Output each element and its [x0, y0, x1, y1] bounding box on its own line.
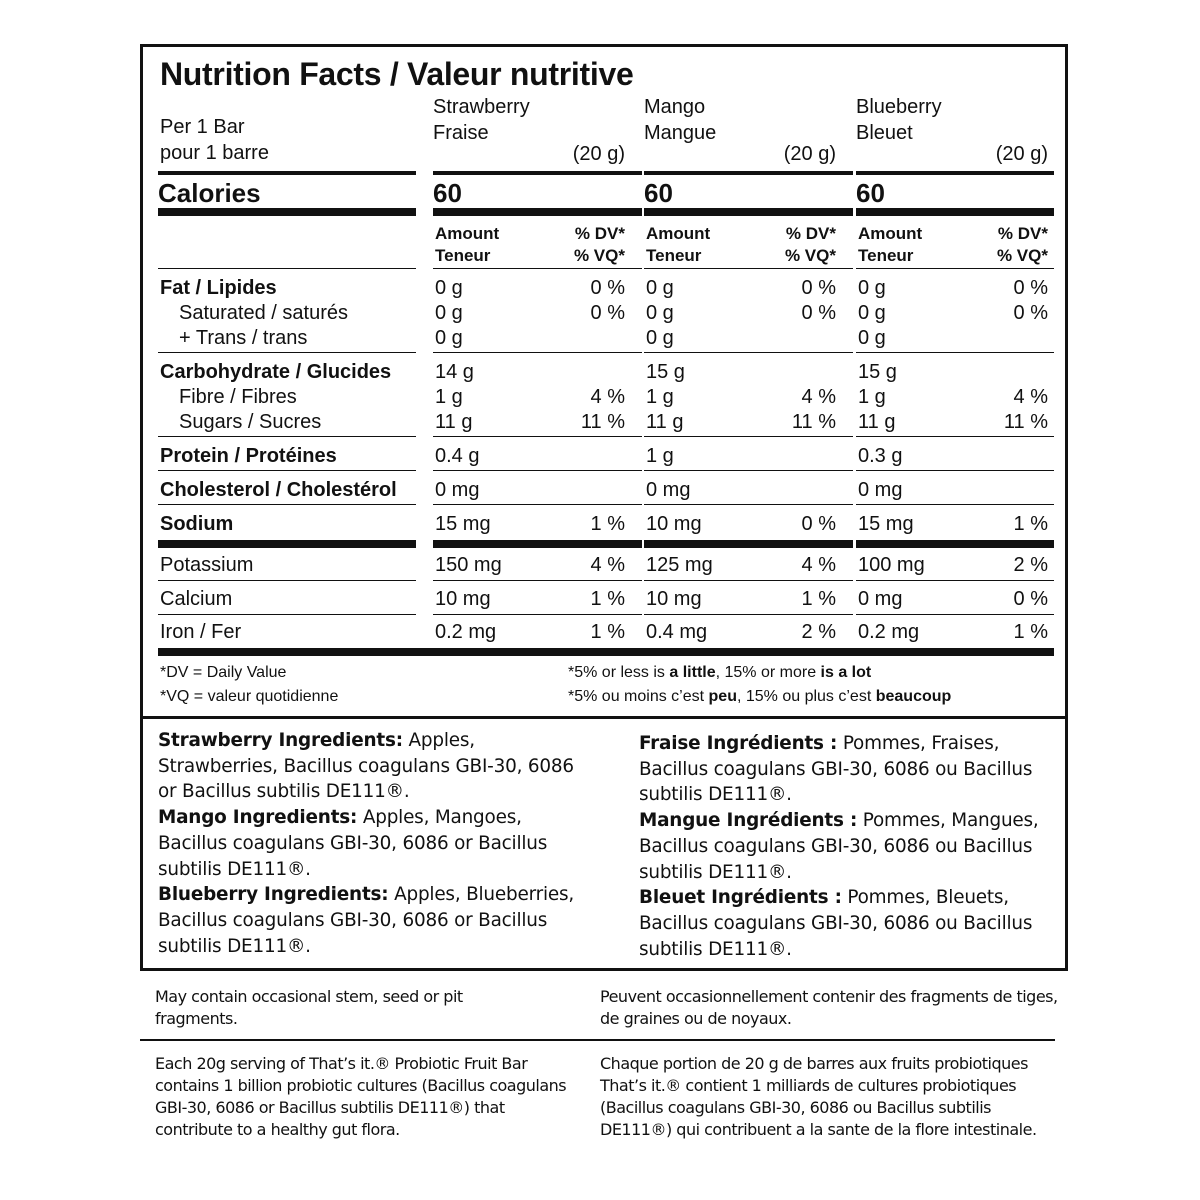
- label-rule-calories-top: [158, 171, 416, 175]
- mango-sugars-dv: 11 %: [791, 411, 836, 433]
- blueberry-sodium-amount: 15 mg: [858, 513, 914, 535]
- mango-rule-5: [644, 470, 853, 471]
- mango-amount-heading: Amount: [646, 224, 711, 243]
- mango-rule-4: [644, 436, 853, 437]
- mango-carb-amount: 15 g: [646, 361, 685, 383]
- mango-name-en: Mango: [644, 96, 706, 118]
- mango-potassium-dv: 4 %: [801, 554, 836, 576]
- blueberry-cholesterol-amount: 0 mg: [858, 479, 903, 501]
- label-rule-carb: [158, 436, 416, 437]
- serving-line-en: Per 1 Bar: [160, 116, 245, 138]
- mango-calcium-dv: 1 %: [801, 588, 836, 610]
- strawberry-fat-amount: 0 g: [435, 277, 463, 299]
- mango-saturated-dv: 0 %: [801, 302, 836, 324]
- strawberry-rule-0: [433, 171, 642, 175]
- notice-fr: Peuvent occasionnellement contenir des fragments de tiges, de graines ou de noyaux.: [600, 987, 1058, 1028]
- calories-label: Calories: [158, 178, 261, 208]
- blueberry-rule-9: [856, 614, 1054, 615]
- footnote-vq: *VQ = valeur quotidienne: [160, 688, 339, 705]
- ingredient-strawberry: Strawberry Ingredients: Apples, Strawberries, Bacillus coagulans GBI-30, 6086 or Bacillus subtilis DE111®.: [158, 730, 574, 803]
- strawberry-sugars-dv: 11 %: [580, 411, 625, 433]
- strawberry-iron-amount: 0.2 mg: [435, 621, 497, 643]
- strawberry-rule-8: [433, 580, 642, 581]
- footnote-scale-en: *5% or less is a little, 15% or more is a lot: [568, 664, 872, 681]
- blueberry-rule-5: [856, 470, 1054, 471]
- label-rule-cholesterol: [158, 504, 416, 505]
- blueberry-name-fr: Bleuet: [856, 122, 913, 144]
- strawberry-calcium-amount: 10 mg: [435, 588, 491, 610]
- strawberry-rule-1: [433, 208, 642, 216]
- mango-serving-size: (20 g): [783, 143, 836, 165]
- blueberry-rule-0: [856, 171, 1054, 175]
- ingredient-mangue: Mangue Ingrédients : Pommes, Mangues, Bacillus coagulans GBI-30, 6086 ou Bacillus subtilis DE111®.: [639, 810, 1039, 883]
- mango-rule-8: [644, 580, 853, 581]
- blueberry-sugars-dv: 11 %: [1003, 411, 1048, 433]
- blueberry-rule-8: [856, 580, 1054, 581]
- strawberry-fibre-amount: 1 g: [435, 386, 463, 408]
- blueberry-rule-2: [856, 268, 1054, 269]
- mango-iron-dv: 2 %: [801, 621, 836, 643]
- notice-en: May contain occasional stem, seed or pit fragments.: [155, 987, 463, 1028]
- mango-fat-amount: 0 g: [646, 277, 674, 299]
- strawberry-teneur-heading: Teneur: [435, 246, 491, 265]
- strawberry-rule-2: [433, 268, 642, 269]
- mango-rule-2: [644, 268, 853, 269]
- mango-vq-heading: % VQ*: [784, 246, 836, 265]
- trans-label: + Trans / trans: [179, 327, 308, 349]
- blueberry-calories: 60: [856, 178, 885, 208]
- label-rule-potassium: [158, 580, 416, 581]
- label-rule-header: [158, 268, 416, 269]
- mango-fibre-amount: 1 g: [646, 386, 674, 408]
- strawberry-rule-7: [433, 540, 642, 548]
- ingredients-fr: [639, 731, 1057, 962]
- blueberry-teneur-heading: Teneur: [858, 246, 914, 265]
- mango-rule-6: [644, 504, 853, 505]
- mango-rule-3: [644, 352, 853, 353]
- strawberry-name-en: Strawberry: [433, 96, 530, 118]
- protein-label: Protein / Protéines: [160, 445, 337, 467]
- saturated-label: Saturated / saturés: [179, 302, 348, 324]
- blueberry-fat-dv: 0 %: [1013, 277, 1048, 299]
- label-rule-fat: [158, 352, 416, 353]
- blueberry-fat-amount: 0 g: [858, 277, 886, 299]
- probiotic-en: Each 20g serving of That’s it.® Probiotic Fruit Bar contains 1 billion probiotic cultures (Bacillus coagulans GBI-30, 6086 or Bacillus subtilis DE111®) that contribute to a healthy gut flora.: [155, 1054, 567, 1139]
- ingredient-blueberry: Blueberry Ingredients: Apples, Blueberries, Bacillus coagulans GBI-30, 6086 or Bacillus subtilis DE111®.: [158, 884, 575, 957]
- strawberry-rule-3: [433, 352, 642, 353]
- strawberry-calories: 60: [433, 178, 462, 208]
- strawberry-sugars-amount: 11 g: [435, 411, 473, 433]
- blueberry-sugars-amount: 11 g: [858, 411, 896, 433]
- table-bottom-rule: [158, 648, 1054, 656]
- ingredient-bleuet: Bleuet Ingrédients : Pommes, Bleuets, Bacillus coagulans GBI-30, 6086 ou Bacillus subtilis DE111®.: [639, 887, 1033, 960]
- strawberry-fibre-dv: 4 %: [590, 386, 625, 408]
- blueberry-saturated-dv: 0 %: [1013, 302, 1048, 324]
- strawberry-sodium-amount: 15 mg: [435, 513, 491, 535]
- mango-dv-heading: % DV*: [785, 224, 836, 243]
- blueberry-serving-size: (20 g): [995, 143, 1048, 165]
- blueberry-potassium-dv: 2 %: [1013, 554, 1048, 576]
- strawberry-trans-amount: 0 g: [435, 327, 463, 349]
- blueberry-potassium-amount: 100 mg: [858, 554, 925, 576]
- strawberry-sodium-dv: 1 %: [590, 513, 625, 535]
- mango-sodium-dv: 0 %: [801, 513, 836, 535]
- blueberry-vq-heading: % VQ*: [996, 246, 1048, 265]
- strawberry-amount-heading: Amount: [435, 224, 500, 243]
- mango-sodium-amount: 10 mg: [646, 513, 702, 535]
- blueberry-fibre-amount: 1 g: [858, 386, 886, 408]
- mango-trans-amount: 0 g: [646, 327, 674, 349]
- blueberry-rule-6: [856, 504, 1054, 505]
- strawberry-dv-heading: % DV*: [574, 224, 625, 243]
- footnote-scale-fr: *5% ou moins c’est peu, 15% ou plus c’est beaucoup: [568, 688, 952, 705]
- fibre-label: Fibre / Fibres: [179, 386, 297, 408]
- mango-rule-1: [644, 208, 853, 216]
- mango-rule-9: [644, 614, 853, 615]
- blueberry-rule-3: [856, 352, 1054, 353]
- cholesterol-label: Cholesterol / Cholestérol: [160, 479, 397, 501]
- probiotic-fr: Chaque portion de 20 g de barres aux fruits probiotiques That’s it.® contient 1 milliards de cultures probiotiques (Bacillus coagulans GBI-30, 6086 ou Bacillus subtilis DE111®) qui contribuent a la sante de la flore intestinale.: [600, 1054, 1037, 1139]
- blueberry-calcium-dv: 0 %: [1013, 588, 1048, 610]
- mango-fat-dv: 0 %: [801, 277, 836, 299]
- mango-teneur-heading: Teneur: [646, 246, 702, 265]
- mango-fibre-dv: 4 %: [801, 386, 836, 408]
- strawberry-carb-amount: 14 g: [435, 361, 474, 383]
- label-rule-calories-bottom: [158, 208, 416, 216]
- blueberry-saturated-amount: 0 g: [858, 302, 886, 324]
- strawberry-protein-amount: 0.4 g: [435, 445, 480, 467]
- strawberry-potassium-dv: 4 %: [590, 554, 625, 576]
- mango-rule-0: [644, 171, 853, 175]
- strawberry-saturated-amount: 0 g: [435, 302, 463, 324]
- iron-label: Iron / Fer: [160, 621, 242, 643]
- facts-title: Nutrition Facts / Valeur nutritive: [160, 56, 634, 92]
- strawberry-saturated-dv: 0 %: [590, 302, 625, 324]
- blueberry-sodium-dv: 1 %: [1013, 513, 1048, 535]
- blueberry-carb-amount: 15 g: [858, 361, 897, 383]
- blueberry-name-en: Blueberry: [856, 96, 942, 118]
- blueberry-iron-amount: 0.2 mg: [858, 621, 920, 643]
- blueberry-protein-amount: 0.3 g: [858, 445, 903, 467]
- mango-name-fr: Mangue: [644, 122, 717, 144]
- footnote-dv: *DV = Daily Value: [160, 664, 287, 681]
- strawberry-rule-5: [433, 470, 642, 471]
- label-rule-protein: [158, 470, 416, 471]
- strawberry-serving-size: (20 g): [572, 143, 625, 165]
- serving-line-fr: pour 1 barre: [160, 142, 269, 164]
- label-rule-calcium: [158, 614, 416, 615]
- mango-potassium-amount: 125 mg: [646, 554, 713, 576]
- carbohydrate-label: Carbohydrate / Glucides: [160, 361, 392, 383]
- blueberry-trans-amount: 0 g: [858, 327, 886, 349]
- ingredients-divider: [140, 716, 1068, 719]
- blueberry-fibre-dv: 4 %: [1013, 386, 1048, 408]
- ingredients-en: [158, 728, 578, 959]
- mango-saturated-amount: 0 g: [646, 302, 674, 324]
- strawberry-rule-9: [433, 614, 642, 615]
- blueberry-rule-1: [856, 208, 1054, 216]
- strawberry-cholesterol-amount: 0 mg: [435, 479, 480, 501]
- mango-cholesterol-amount: 0 mg: [646, 479, 691, 501]
- sodium-label: Sodium: [160, 513, 234, 535]
- mango-iron-amount: 0.4 mg: [646, 621, 708, 643]
- strawberry-name-fr: Fraise: [433, 122, 489, 144]
- mango-rule-7: [644, 540, 853, 548]
- blueberry-rule-7: [856, 540, 1054, 548]
- calcium-label: Calcium: [160, 588, 233, 610]
- blueberry-amount-heading: Amount: [858, 224, 923, 243]
- blueberry-dv-heading: % DV*: [997, 224, 1048, 243]
- mango-protein-amount: 1 g: [646, 445, 674, 467]
- ingredient-mango: Mango Ingredients: Apples, Mangoes, Bacillus coagulans GBI-30, 6086 or Bacillus subtilis DE111®.: [158, 807, 548, 880]
- blueberry-rule-4: [856, 436, 1054, 437]
- fat-label: Fat / Lipides: [160, 277, 277, 299]
- mango-calcium-amount: 10 mg: [646, 588, 702, 610]
- blueberry-calcium-amount: 0 mg: [858, 588, 903, 610]
- potassium-label: Potassium: [160, 554, 254, 576]
- notice-divider: [140, 1039, 1055, 1041]
- strawberry-potassium-amount: 150 mg: [435, 554, 502, 576]
- strawberry-iron-dv: 1 %: [590, 621, 625, 643]
- strawberry-rule-6: [433, 504, 642, 505]
- mango-sugars-amount: 11 g: [646, 411, 684, 433]
- strawberry-calcium-dv: 1 %: [590, 588, 625, 610]
- sugars-label: Sugars / Sucres: [179, 411, 322, 433]
- ingredient-fraise: Fraise Ingrédients : Pommes, Fraises, Bacillus coagulans GBI-30, 6086 ou Bacillus subtilis DE111®.: [639, 733, 1033, 806]
- label-rule-sodium: [158, 540, 416, 548]
- mango-calories: 60: [644, 178, 673, 208]
- strawberry-fat-dv: 0 %: [590, 277, 625, 299]
- blueberry-iron-dv: 1 %: [1013, 621, 1048, 643]
- strawberry-vq-heading: % VQ*: [573, 246, 625, 265]
- strawberry-rule-4: [433, 436, 642, 437]
